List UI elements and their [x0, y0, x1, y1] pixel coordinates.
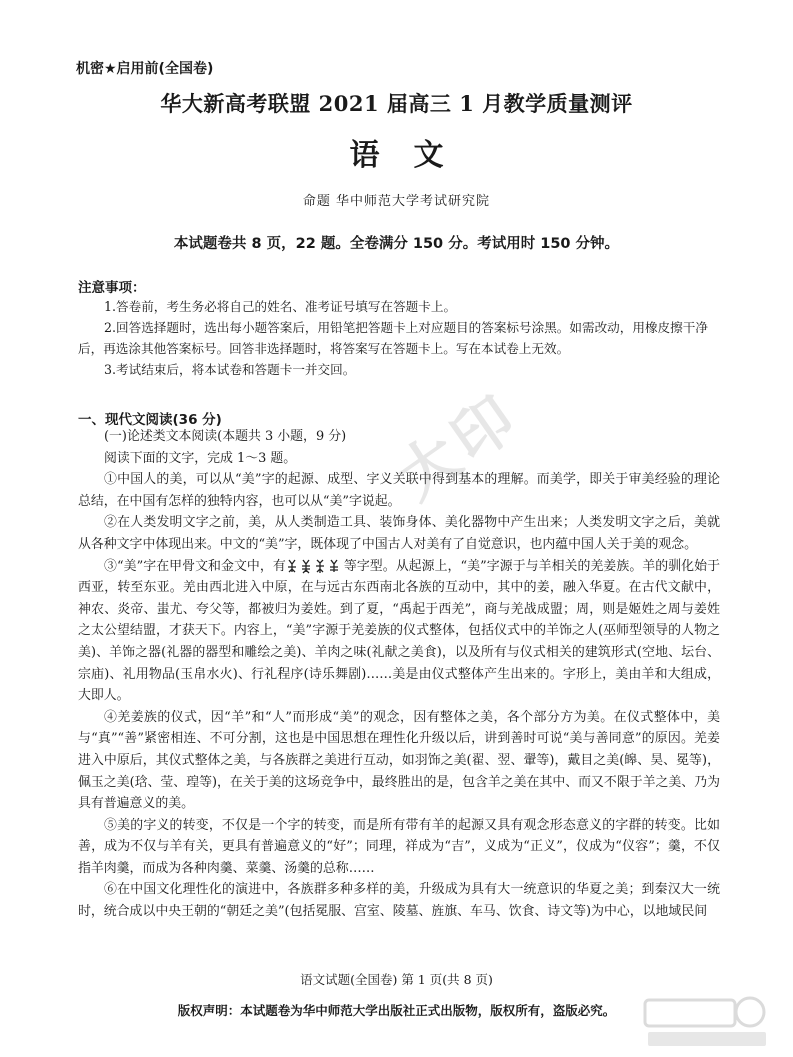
- paragraph-3-start: ③“美”字在甲骨文和金文中，有: [104, 558, 286, 574]
- paragraph-6: ⑥在中国文化理性化的演进中，各族群多种多样的美，升级成为具有大一统意识的华夏之美；到秦汉大一统时，统合成以中央王朝的“朝廷之美”(包括冕服、宫室、陵墓、旌旗、车马、饮食、诗文等)为中心，以地域民间: [78, 882, 720, 920]
- exam-title: 华大新高考联盟 2021 届高三 1 月教学质量测评: [160, 91, 633, 116]
- notice-item: 1.答卷前，考生务必将自己的姓名、准考证号填写在答题卡上。: [104, 299, 457, 314]
- paragraph-5: ⑤美的字义的转变，不仅是一个字的转变，而是所有带有羊的起源又具有观念形态意义的字群的转变。比如善，成为不仅与羊有关，更具有普遍意义的“好”；同理，祥成为“吉”，义成为“正义”，仪成为“仪容”；羹，不仅指羊肉羹，而成为各种肉羹、菜羹、汤羹的总称……: [78, 817, 720, 876]
- watermark-text: 大印: [384, 380, 534, 514]
- paragraph-4: ④羌姜族的仪式，因“羊”和“人”而形成“美”的观念，因有整体之美，各个部分方为美。在仪式整体中，美与“真”“善”紧密相连、不可分割，这也是中国思想在理性化升级以后，讲到善时可说“美与善同意”的原因。羌姜进入中原后，其仪式整体之美，与各族群之美进行互动，如羽饰之美(翟、翌、翬等)，戴目之美(皞、昊、冕等)，佩玉之美(琀、莹、瑝等)，在关于美的这场竞争中，最终胜出的是，包含羊之美在其中、而又不限于羊之美、乃为具有普遍意义的美。: [78, 709, 720, 812]
- paragraph-3: [78, 556, 720, 707]
- notice-item: 2.回答选择题时，选出每小题答案后，用铅笔把答题卡上对应题目的答案标号涂黑。如需改动，用橡皮擦干净后，再选涂其他答案标号。回答非选择题时，将答案写在答题卡上。写在本试卷上无效。: [78, 320, 708, 356]
- paragraph-3-rest: 等字型。从起源上，“美”字源于与羊相关的羌姜族。羊的驯化始于西亚，转至东亚。羌由西北进入中原，在与远古东西南北各族的互动中，其中的姜，融入华夏。在古代文献中，神农、炎帝、蚩尤、夸父等，都被归为姜姓。到了夏，“禹起于西羌”，商与羌战成盟；周，则是姬姓之周与姜姓之太公望结盟，才获天下。内容上，“美”字源于羌姜族的仪式整体，包括仪式中的羊饰之人(巫师型领导的人物之美)、羊饰之器(礼器的器型和雕绘之美)、羊肉之味(礼献之美食)，以及所有与仪式相关的建筑形式(空地、坛台、宗庙)、礼用物品(玉帛水火)、行礼程序(诗乐舞剧)……美是由仪式整体产生出来的。字形上，美由羊和大组成，大即人。: [78, 558, 720, 704]
- oracle-bone-glyphs-image: [286, 558, 344, 574]
- paragraph-1: ①中国人的美，可以从“美”字的起源、成型、字义关联中得到基本的理解。而美学，即关于审美经验的理论总结，在中国有怎样的独特内容，也可以从“美”字说起。: [78, 472, 720, 509]
- section-title: 一、现代文阅读(36 分): [78, 412, 222, 428]
- reading-passage: [78, 426, 720, 923]
- notice-item: 3.考试结束后，将本试卷和答题卡一并交回。: [104, 362, 356, 377]
- site-logo-watermark: [640, 990, 770, 1050]
- notice-list: [78, 296, 718, 380]
- page-footer: 语文试题(全国卷) 第 1 页(共 8 页): [300, 972, 493, 987]
- subsection-title: (一)论述类文本阅读(本题共 3 小题，9 分): [104, 429, 347, 444]
- subject-title: 语文: [349, 138, 478, 173]
- author-line: 命题 华中师范大学考试研究院: [302, 194, 491, 209]
- exam-summary: 本试题卷共 8 页，22 题。全卷满分 150 分。考试用时 150 分钟。: [173, 236, 620, 252]
- notice-title: 注意事项：: [78, 280, 146, 296]
- instruction: 阅读下面的文字，完成 1～3 题。: [104, 450, 297, 466]
- copyright-notice: 版权声明：本试题卷为华中师范大学出版社正式出版物，版权所有，盗版必究。: [177, 1003, 616, 1018]
- paragraph-2: ②在人类发明文字之前，美，从人类制造工具、装饰身体、美化器物中产生出来；人类发明文字之后，美就从各种文字中体现出来。中文的“美”字，既体现了中国古人对美有了自觉意识，也内蕴中国人关于美的观念。: [78, 515, 720, 552]
- confidential-label: 机密★启用前(全国卷): [76, 61, 214, 77]
